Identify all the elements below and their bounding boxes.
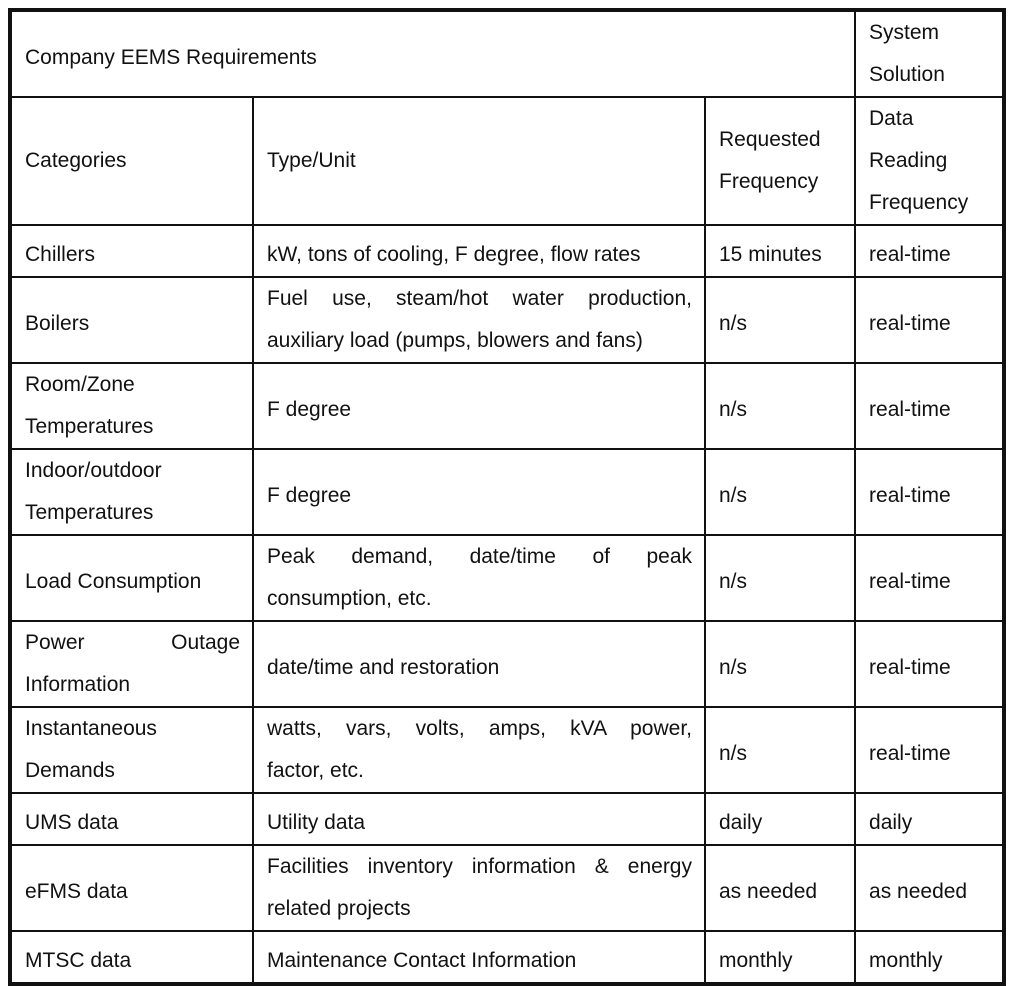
requested-frequency-cell <box>705 621 855 707</box>
reading-frequency-cell <box>855 931 1004 984</box>
requested-frequency-cell <box>705 535 855 621</box>
reading-frequency-cell <box>855 707 1004 793</box>
type-unit-cell <box>253 225 705 277</box>
cell-line: Categories <box>25 149 127 172</box>
cell-line: Solution <box>869 63 945 86</box>
cell-line: real-time <box>869 484 951 507</box>
requested-frequency-cell <box>705 277 855 363</box>
cell-line: real-time <box>869 656 951 679</box>
reading-frequency-cell <box>855 793 1004 845</box>
category-cell <box>10 225 253 277</box>
cell-line: as needed <box>869 880 968 903</box>
cell-line: n/s <box>719 312 748 335</box>
table-row <box>10 449 1004 535</box>
cell-line: Indoor/outdoor <box>25 459 162 482</box>
requested-frequency-cell <box>705 707 855 793</box>
cell-line: n/s <box>719 742 748 765</box>
cell-line: Requested <box>719 128 821 151</box>
reading-frequency-cell <box>855 845 1004 931</box>
cell-line: Load Consumption <box>25 570 202 593</box>
type-unit-cell <box>253 535 705 621</box>
cell-line: Frequency <box>869 191 969 214</box>
category-cell <box>10 363 253 449</box>
type-unit-cell <box>253 707 705 793</box>
cell-line: Chillers <box>25 243 96 266</box>
category-cell <box>10 845 253 931</box>
cell-line: consumption, etc. <box>267 587 432 610</box>
type-unit-cell <box>253 277 705 363</box>
requested-frequency-cell <box>705 363 855 449</box>
requested-frequency-cell <box>705 225 855 277</box>
table-row <box>10 845 1004 931</box>
cell-line: real-time <box>869 570 951 593</box>
cell-line: Information <box>25 673 131 696</box>
cell-line: auxiliary load (pumps, blowers and fans) <box>267 329 643 352</box>
cell-line: Reading <box>869 149 948 172</box>
reading-frequency-cell <box>855 363 1004 449</box>
cell-line: System <box>869 21 940 44</box>
title-solution-cell <box>855 10 1004 97</box>
cell-line: real-time <box>869 312 951 335</box>
header-type-unit <box>253 97 705 225</box>
cell-line: Power Outage <box>25 631 240 654</box>
title-row <box>10 10 1004 97</box>
header-data-reading-frequency <box>855 97 1004 225</box>
category-cell <box>10 621 253 707</box>
requested-frequency-cell <box>705 449 855 535</box>
cell-line: Data <box>869 107 914 130</box>
cell-line: Company EEMS Requirements <box>25 46 317 69</box>
type-unit-cell <box>253 621 705 707</box>
cell-line: date/time and restoration <box>267 656 500 679</box>
category-cell <box>10 535 253 621</box>
cell-line: n/s <box>719 398 748 421</box>
cell-line: Temperatures <box>25 501 154 524</box>
table-row <box>10 707 1004 793</box>
cell-line: Demands <box>25 759 115 782</box>
cell-line: F degree <box>267 484 352 507</box>
table-row <box>10 931 1004 984</box>
cell-line: n/s <box>719 570 748 593</box>
type-unit-cell <box>253 793 705 845</box>
cell-line: Peak demand, date/time of peak <box>267 545 692 568</box>
type-unit-cell <box>253 931 705 984</box>
table-row <box>10 535 1004 621</box>
cell-line: real-time <box>869 243 951 266</box>
requested-frequency-cell <box>705 845 855 931</box>
cell-line: monthly <box>869 949 943 972</box>
category-cell <box>10 931 253 984</box>
cell-line: Fuel use, steam/hot water production, <box>267 287 692 310</box>
header-categories <box>10 97 253 225</box>
cell-line: real-time <box>869 398 951 421</box>
category-cell <box>10 793 253 845</box>
category-cell <box>10 449 253 535</box>
cell-line: UMS data <box>25 811 119 834</box>
cell-line: MTSC data <box>25 949 132 972</box>
eems-requirements-table <box>8 8 1006 986</box>
cell-line: F degree <box>267 398 352 421</box>
cell-line: daily <box>869 811 913 834</box>
cell-line: as needed <box>719 880 818 903</box>
type-unit-cell <box>253 449 705 535</box>
cell-line: 15 minutes <box>719 243 822 266</box>
table-row <box>10 621 1004 707</box>
title-requirements-cell <box>10 10 855 97</box>
reading-frequency-cell <box>855 277 1004 363</box>
header-row <box>10 97 1004 225</box>
header-requested-frequency <box>705 97 855 225</box>
cell-line: eFMS data <box>25 880 128 903</box>
cell-line: related projects <box>267 897 411 920</box>
cell-line: Maintenance Contact Information <box>267 949 577 972</box>
cell-line: Utility data <box>267 811 366 834</box>
cell-line: Frequency <box>719 170 819 193</box>
table-row <box>10 277 1004 363</box>
cell-line: real-time <box>869 742 951 765</box>
requested-frequency-cell <box>705 931 855 984</box>
type-unit-cell <box>253 363 705 449</box>
cell-line: Type/Unit <box>267 149 356 172</box>
cell-line: kW, tons of cooling, F degree, flow rates <box>267 243 641 266</box>
table-row <box>10 363 1004 449</box>
reading-frequency-cell <box>855 621 1004 707</box>
cell-line: daily <box>719 811 763 834</box>
cell-line: factor, etc. <box>267 759 364 782</box>
table-body <box>10 10 1004 984</box>
table-row <box>10 225 1004 277</box>
reading-frequency-cell <box>855 535 1004 621</box>
reading-frequency-cell <box>855 449 1004 535</box>
category-cell <box>10 277 253 363</box>
cell-line: watts, vars, volts, amps, kVA power, <box>267 717 692 740</box>
cell-line: Temperatures <box>25 415 154 438</box>
requested-frequency-cell <box>705 793 855 845</box>
cell-line: Facilities inventory information & energy <box>267 855 692 878</box>
cell-line: n/s <box>719 656 748 679</box>
reading-frequency-cell <box>855 225 1004 277</box>
type-unit-cell <box>253 845 705 931</box>
table-row <box>10 793 1004 845</box>
category-cell <box>10 707 253 793</box>
cell-line: monthly <box>719 949 793 972</box>
cell-line: Boilers <box>25 312 90 335</box>
cell-line: Room/Zone <box>25 373 135 396</box>
cell-line: Instantaneous <box>25 717 157 740</box>
cell-line: n/s <box>719 484 748 507</box>
